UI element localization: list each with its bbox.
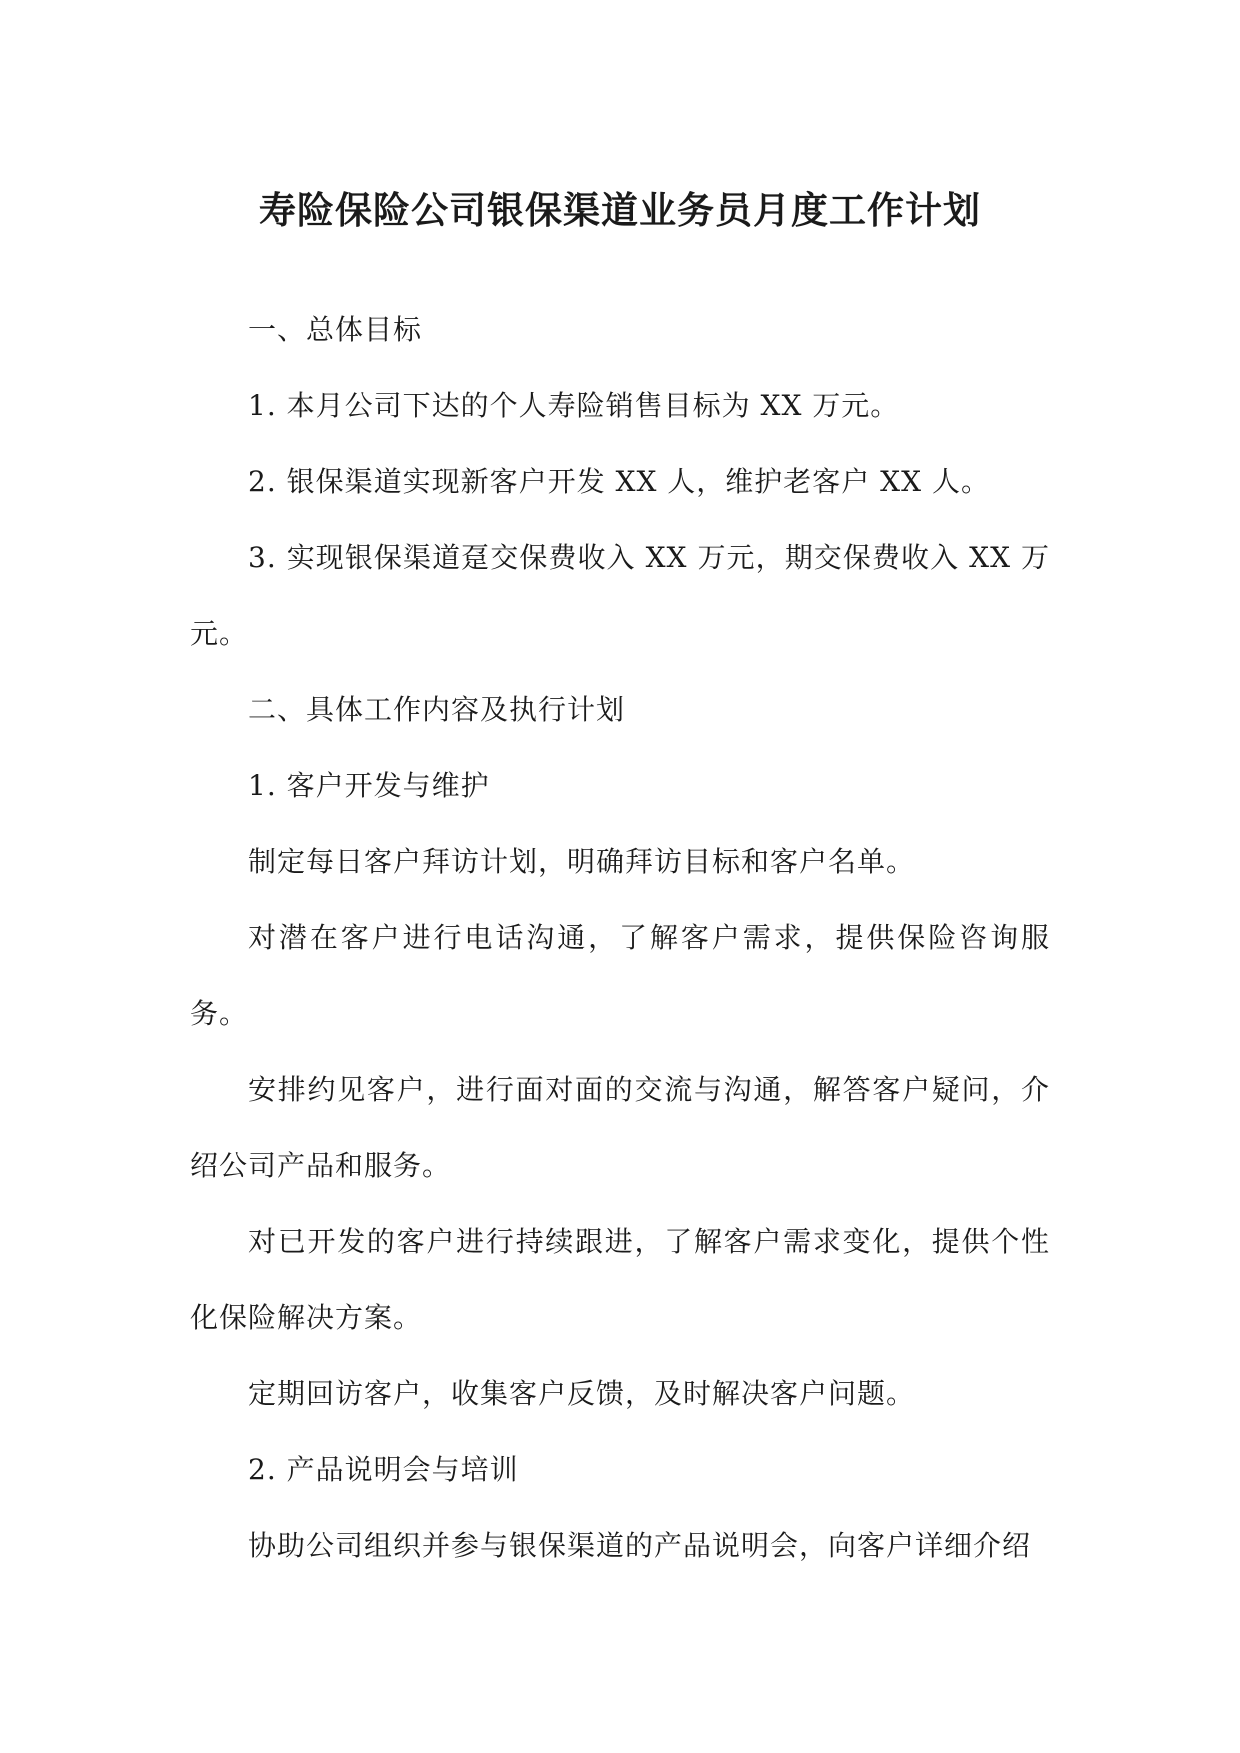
document-title: 寿险保险公司银保渠道业务员月度工作计划 xyxy=(259,188,981,232)
paragraph: 对潜在客户进行电话沟通，了解客户需求，提供保险咨询服务。 xyxy=(190,921,1050,1030)
goal-item-1: 1. 本月公司下达的个人寿险销售目标为 XX 万元。 xyxy=(248,389,900,422)
section-heading-work-content: 二、具体工作内容及执行计划 xyxy=(248,693,626,726)
paragraph: 协助公司组织并参与银保渠道的产品说明会，向客户详细介绍 xyxy=(248,1529,1032,1562)
paragraph: 安排约见客户，进行面对面的交流与沟通，解答客户疑问，介绍公司产品和服务。 xyxy=(190,1073,1050,1182)
goal-item-3: 3. 实现银保渠道趸交保费收入 XX 万元，期交保费收入 XX 万元。 xyxy=(190,541,1050,650)
subheading-product-seminar: 2. 产品说明会与培训 xyxy=(248,1453,519,1486)
paragraph: 定期回访客户，收集客户反馈，及时解决客户问题。 xyxy=(248,1377,916,1410)
section-heading-overall-goals: 一、总体目标 xyxy=(248,313,423,346)
subheading-customer-development: 1. 客户开发与维护 xyxy=(248,769,490,802)
goal-item-2: 2. 银保渠道实现新客户开发 XX 人，维护老客户 XX 人。 xyxy=(248,465,990,498)
document-body xyxy=(190,292,1050,1584)
paragraph: 制定每日客户拜访计划，明确拜访目标和客户名单。 xyxy=(248,845,916,878)
paragraph: 对已开发的客户进行持续跟进，了解客户需求变化，提供个性化保险解决方案。 xyxy=(190,1225,1050,1334)
